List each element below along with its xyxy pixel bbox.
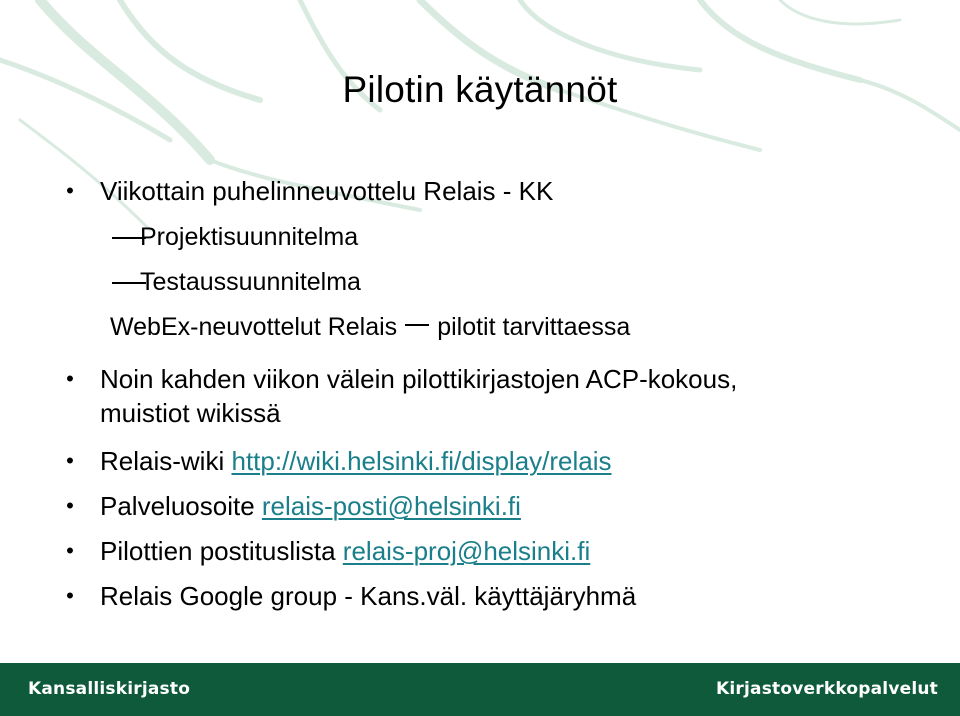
list-item-text: muistiot wikissä bbox=[100, 398, 281, 428]
bullet-icon: • bbox=[66, 448, 74, 473]
service-email-link[interactable]: relais-posti@helsinki.fi bbox=[261, 491, 521, 521]
bullet-icon: • bbox=[66, 178, 74, 203]
list-item-text: Viikottain puhelinneuvottelu Relais - KK bbox=[100, 176, 554, 206]
list-item-text: Pilottien postituslista bbox=[100, 536, 336, 566]
bullet-icon: • bbox=[66, 583, 74, 608]
footer-bar bbox=[0, 663, 960, 716]
dash-icon bbox=[405, 324, 429, 326]
list-item-text: pilotit tarvittaessa bbox=[437, 313, 631, 341]
relais-wiki-link[interactable]: http://wiki.helsinki.fi/display/relais bbox=[231, 446, 612, 476]
list-item-text: WebEx-neuvottelut Relais bbox=[110, 313, 398, 341]
kirjastoverkkopalvelut-logo: Kirjastoverkkopalvelut bbox=[716, 679, 938, 699]
list-item-text: Palveluosoite bbox=[100, 491, 255, 521]
slide-title: Pilotin käytännöt bbox=[342, 69, 618, 110]
bullet-icon: • bbox=[66, 366, 74, 391]
list-item-text: Relais-wiki bbox=[100, 446, 225, 476]
bullet-icon: • bbox=[66, 538, 74, 563]
list-item-text: Relais Google group - Kans.väl. käyttäjäryhmä bbox=[100, 581, 637, 611]
list-item-text: Projektisuunnitelma bbox=[140, 223, 359, 251]
kansalliskirjasto-logo: Kansalliskirjasto bbox=[28, 679, 191, 699]
bullet-icon: • bbox=[66, 493, 74, 518]
tree-branches-background bbox=[0, 0, 960, 300]
mailing-list-link[interactable]: relais-proj@helsinki.fi bbox=[342, 536, 591, 566]
list-item-text: Testaussuunnitelma bbox=[140, 268, 361, 296]
list-item-text: Noin kahden viikon välein pilottikirjastojen ACP-kokous, bbox=[100, 364, 738, 394]
